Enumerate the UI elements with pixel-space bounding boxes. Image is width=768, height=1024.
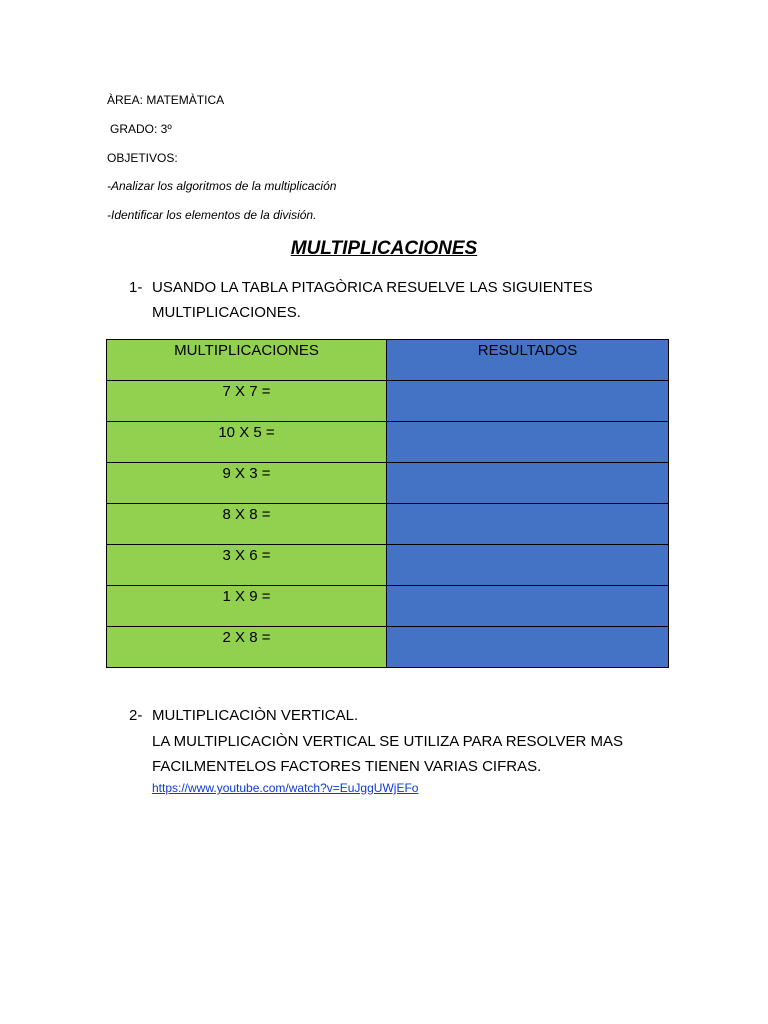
result-cell[interactable] [387,504,669,545]
operation-cell: 7 X 7 = [107,381,387,422]
table-header-row [107,340,669,381]
operation-cell: 8 X 8 = [107,504,387,545]
section-text: USANDO LA TABLA PITAGÒRICA RESUELVE LAS SIGUIENTES [152,279,593,296]
table-row [107,422,669,463]
objective-item: -Analizar los algoritmos de la multiplicación [107,179,337,193]
result-cell[interactable] [387,545,669,586]
grade-label: GRADO: 3º [110,122,172,136]
operation-cell: 3 X 6 = [107,545,387,586]
section-text: MULTIPLICACIÒN VERTICAL. [152,707,359,724]
section-text: MULTIPLICACIONES. [152,304,301,321]
operation-cell: 10 X 5 = [107,422,387,463]
table-row [107,463,669,504]
operation-cell: 9 X 3 = [107,463,387,504]
column-header: MULTIPLICACIONES [107,340,387,381]
youtube-link[interactable]: https://www.youtube.com/watch?v=EuJggUWjEFo [152,781,419,795]
result-cell[interactable] [387,627,669,668]
table-row [107,381,669,422]
table-row [107,545,669,586]
operation-cell: 1 X 9 = [107,586,387,627]
result-cell[interactable] [387,586,669,627]
result-cell[interactable] [387,422,669,463]
section-text: LA MULTIPLICACIÒN VERTICAL SE UTILIZA PARA RESOLVER MAS [152,733,623,750]
section-text: FACILMENTELOS FACTORES TIENEN VARIAS CIFRAS. [152,758,542,775]
result-cell[interactable] [387,381,669,422]
objectives-label: OBJETIVOS: [107,151,178,165]
page-title: MULTIPLICACIONES [290,238,478,259]
table-row [107,504,669,545]
section-number: 1- [129,279,143,296]
table-row [107,586,669,627]
area-label: ÀREA: MATEMÀTICA [107,93,225,107]
section-number: 2- [129,707,143,724]
column-header: RESULTADOS [387,340,669,381]
result-cell[interactable] [387,463,669,504]
table-row [107,627,669,668]
multiplication-table [106,339,669,668]
objective-item: -Identificar los elementos de la división. [107,208,317,222]
operation-cell: 2 X 8 = [107,627,387,668]
